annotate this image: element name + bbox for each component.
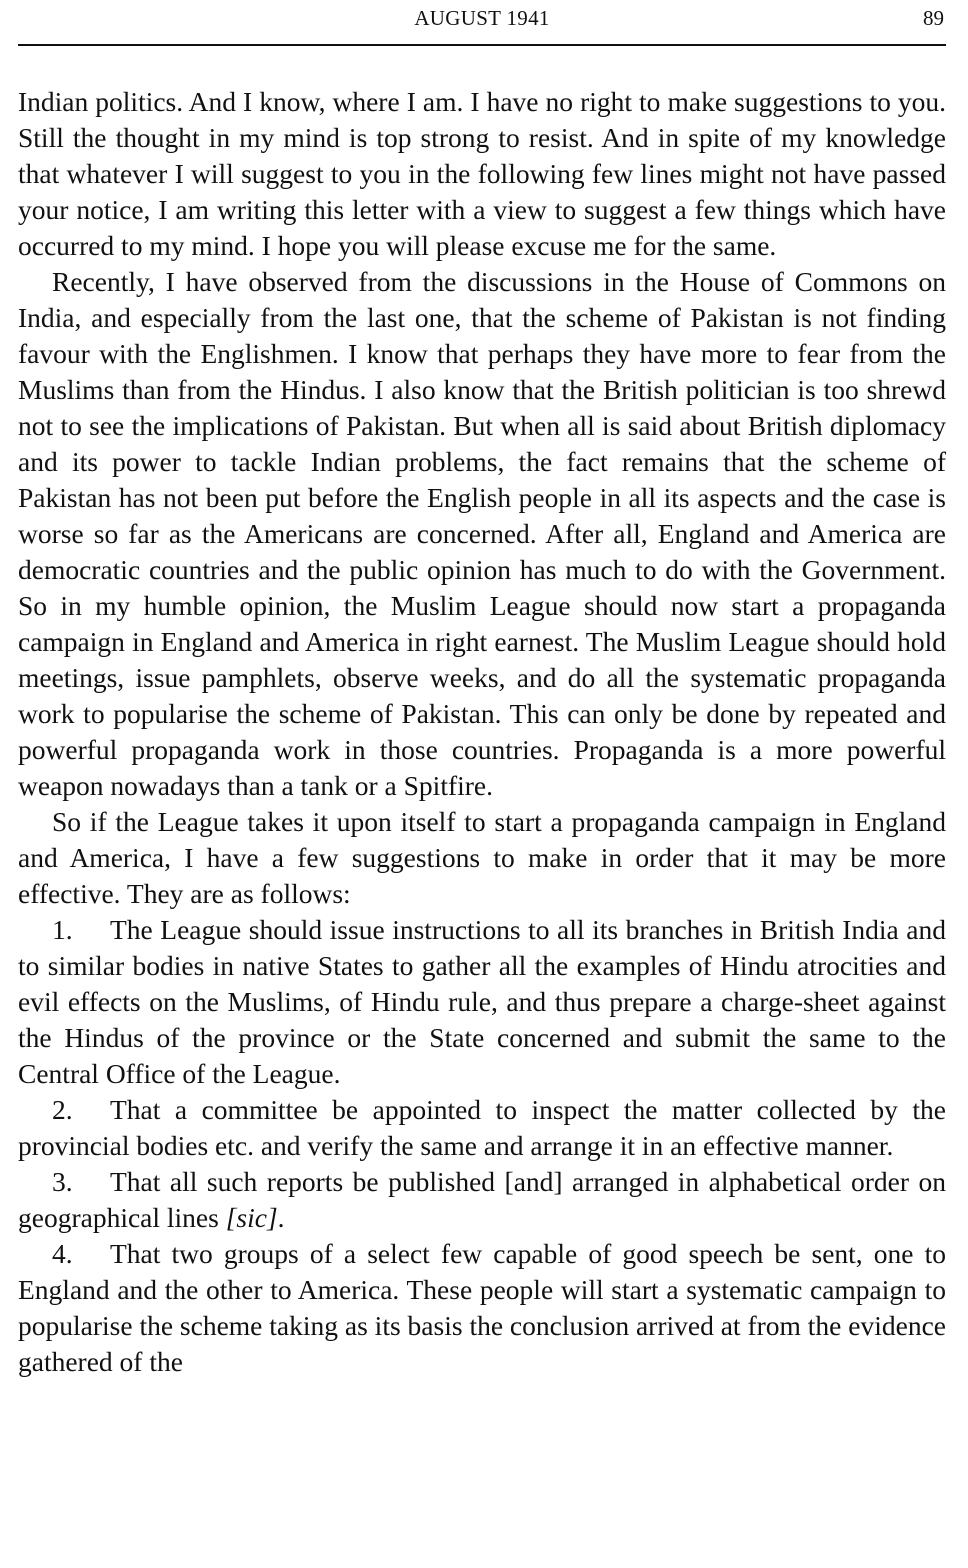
list-item — [18, 1092, 946, 1164]
list-item-number: 1. — [52, 914, 73, 945]
list-item — [18, 1236, 946, 1380]
list-item-number: 4. — [52, 1238, 73, 1269]
list-item-text-end: . — [277, 1202, 285, 1233]
list-item — [18, 912, 946, 1092]
paragraph: So if the League takes it upon itself to start a propaganda campaign in England and America, I have a few suggestions to make in order that it may be more effective. They are as follows: — [18, 806, 946, 909]
letter-body — [18, 84, 946, 1380]
running-header — [18, 6, 946, 40]
page-number: 89 — [923, 6, 944, 30]
list-item-number: 3. — [52, 1166, 73, 1197]
header-rule — [18, 44, 946, 46]
list-item-text: That all such reports be published [and] arranged in alphabetical order on geographical lines — [18, 1166, 946, 1233]
list-item — [18, 1164, 946, 1236]
list-item-text: That two groups of a select few capable of good speech be sent, one to England and the other to America. These people will start a systematic campaign to popularise the scheme taking as its basis the conclusion arrived at from the evidence gathered of the — [18, 1238, 946, 1377]
list-item-text: That a committee be appointed to inspect the matter collected by the provincial bodies etc. and verify the same and arrange it in an effective manner. — [18, 1094, 946, 1161]
list-item-text: The League should issue instructions to all its branches in British India and to similar bodies in native States to gather all the examples of Hindu atrocities and evil effects on the Muslims, of Hindu rule, and thus prepare a charge-sheet against the Hindus of the province or the State concerned and submit the same to the Central Office of the League. — [18, 914, 946, 1089]
paragraph: Recently, I have observed from the discussions in the House of Commons on India, and especially from the last one, that the scheme of Pakistan is not finding favour with the Englishmen. I know that perhaps they have more to fear from the Muslims than from the Hindus. I also know that the British politician is too shrewd not to see the implications of Pakistan. But when all is said about British diplomacy and its power to tackle Indian problems, the fact remains that the scheme of Pakistan has not been put before the English people in all its aspects and the case is worse so far as the Americans are concerned. After all, England and America are democratic countries and the public opinion has much to do with the Government. So in my humble opinion, the Muslim League should now start a propaganda campaign in England and America in right earnest. The Muslim League should hold meetings, issue pamphlets, observe weeks, and do all the systematic propaganda work to popularise the scheme of Pakistan. This can only be done by repeated and powerful propaganda work in those countries. Propaganda is a more powerful weapon nowadays than a tank or a Spitfire. — [18, 266, 946, 801]
list-item-number: 2. — [52, 1094, 73, 1125]
running-head-title: AUGUST 1941 — [414, 6, 550, 30]
sic-annotation: [sic] — [225, 1202, 278, 1233]
paragraph-continued: Indian politics. And I know, where I am. I have no right to make suggestions to you. Still the thought in my mind is top strong to resist. And in spite of my knowledge that whatever I will suggest to you in the following few lines might not have passed your notice, I am writing this letter with a view to suggest a few things which have occurred to my mind. I hope you will please excuse me for the same. — [18, 86, 946, 261]
